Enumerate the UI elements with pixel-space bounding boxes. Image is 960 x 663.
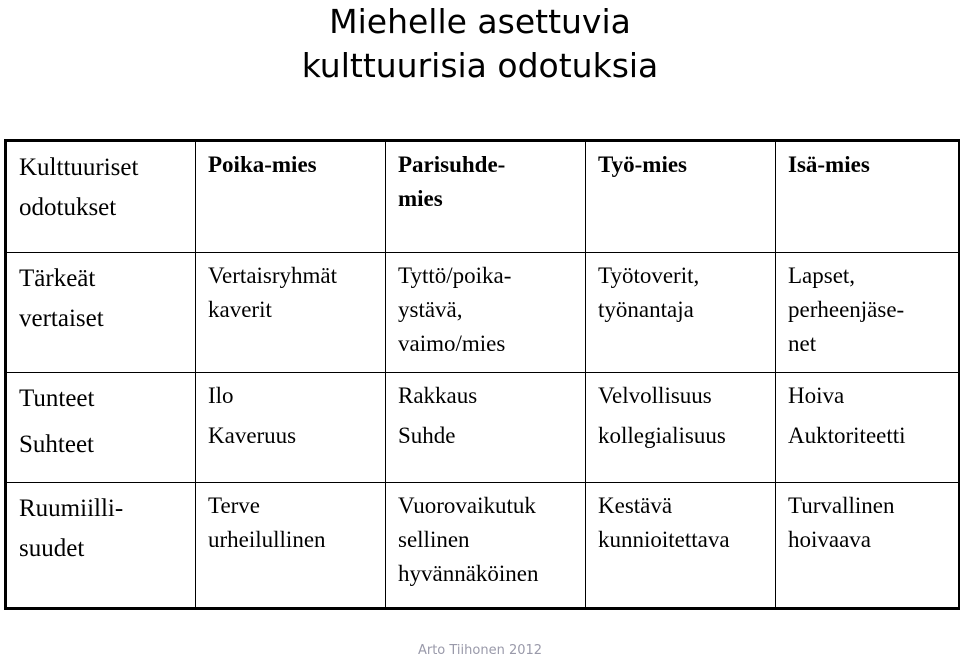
header-cell-boy-man: Poika-mies: [196, 141, 386, 253]
table-cell: Työtoverit, työnantaja: [586, 253, 776, 373]
header-cell-father-man: Isä-mies: [776, 141, 960, 253]
table-row: [6, 483, 960, 609]
expectations-table: [4, 139, 960, 610]
table-row: [6, 373, 960, 483]
header-cell-work-man: Työ-mies: [586, 141, 776, 253]
table-cell: Velvollisuus kollegialisuus: [586, 373, 776, 483]
slide-title: [0, 0, 960, 88]
table-header-row: [6, 141, 960, 253]
title-line-1: Miehelle asettuvia: [329, 2, 631, 41]
table-cell: Kestävä kunnioitettava: [586, 483, 776, 609]
table-cell: Lapset, perheenjäse- net: [776, 253, 960, 373]
table-cell: Vuorovaikutuk sellinen hyvännäköinen: [386, 483, 586, 609]
table-cell: Ilo Kaveruus: [196, 373, 386, 483]
row-label-cell: Ruumiilli- suudet: [6, 483, 196, 609]
table-cell: Rakkaus Suhde: [386, 373, 586, 483]
table-cell: Terve urheilullinen: [196, 483, 386, 609]
row-label-cell: Tunteet Suhteet: [6, 373, 196, 483]
table-cell: Vertaisryhmät kaverit: [196, 253, 386, 373]
table-cell: Tyttö/poika- ystävä, vaimo/mies: [386, 253, 586, 373]
header-cell-partner-man: Parisuhde- mies: [386, 141, 586, 253]
table-cell: Hoiva Auktoriteetti: [776, 373, 960, 483]
table-cell: Turvallinen hoivaava: [776, 483, 960, 609]
table-row: [6, 253, 960, 373]
header-cell-expectations: Kulttuuriset odotukset: [6, 141, 196, 253]
title-line-2: kulttuurisia odotuksia: [301, 46, 659, 85]
row-label-cell: Tärkeät vertaiset: [6, 253, 196, 373]
footer-credit: Arto Tiihonen 2012: [417, 643, 543, 658]
